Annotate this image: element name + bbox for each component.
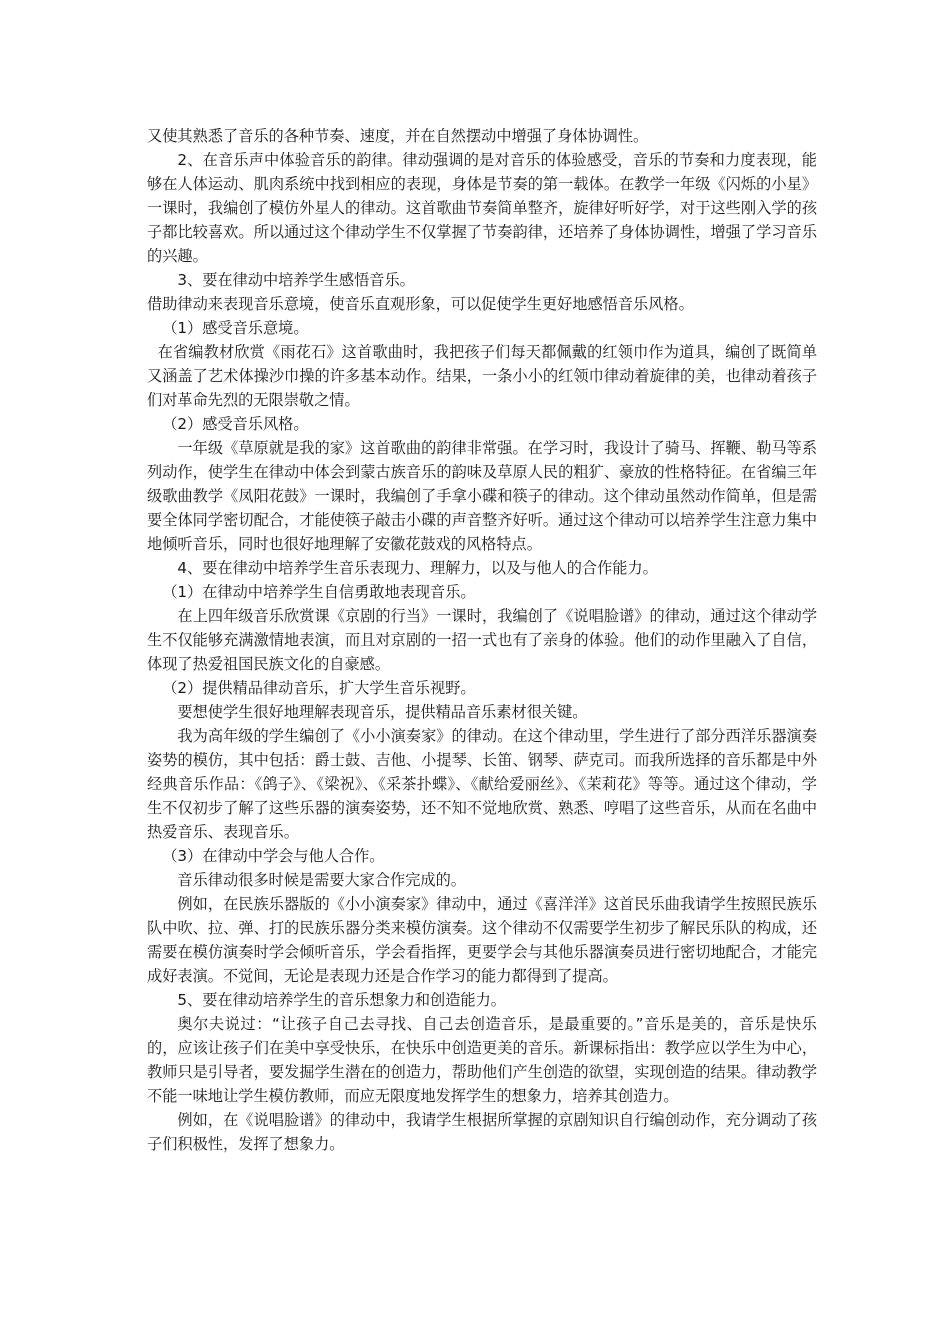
paragraph: 要想使学生很好地理解表现音乐，提供精品音乐素材很关键。: [177, 703, 588, 721]
document-body: [147, 124, 817, 1156]
subsection-heading: （2）提供精品律动音乐，扩大学生音乐视野。: [162, 679, 476, 697]
paragraph: 例如，在《说唱脸谱》的律动中，我请学生根据所掌握的京剧知识自行编创动作，充分调动了孩子们积极性，发挥了想象力。: [147, 1111, 817, 1153]
subsection-heading: （3）在律动中学会与他人合作。: [162, 847, 385, 865]
paragraph: 我为高年级的学生编创了《小小演奏家》的律动。在这个律动里，学生进行了部分西洋乐器演奏姿势的模仿，其中包括：爵士鼓、吉他、小提琴、长笛、钢琴、萨克司。而我所选择的音乐都是中外经典音乐作品：《鸽子》、《梁祝》、《采茶扑蝶》、《献给爱丽丝》、《茉莉花》等等。通过这个律动，学生不仅初步了解了这些乐器的演奏姿势，还不知不觉地欣赏、熟悉、哼唱了这些音乐，从而在名曲中热爱音乐、表现音乐。: [147, 727, 817, 841]
subsection-heading: （1）在律动中培养学生自信勇敢地表现音乐。: [162, 583, 476, 601]
paragraph: 奥尔夫说过：“让孩子自己去寻找、自己去创造音乐，是最重要的。”音乐是美的，音乐是快乐的，应该让孩子们在美中享受快乐，在快乐中创造更美的音乐。新课标指出：教学应以学生为中心，教师只是引导者，要发掘学生潜在的创造力，帮助他们产生创造的欲望，实现创造的结果。律动教学不能一味地让学生模仿教师，而应无限度地发挥学生的想象力，培养其创造力。: [147, 1015, 817, 1105]
paragraph: 2、在音乐声中体验音乐的韵律。律动强调的是对音乐的体验感受，音乐的节奏和力度表现，能够在人体运动、肌肉系统中找到相应的表现，身体是节奏的第一载体。在教学一年级《闪烁的小星》一课时，我编创了模仿外星人的律动。这首歌曲节奏简单整齐，旋律好听好学，对于这些刚入学的孩子都比较喜欢。所以通过这个律动学生不仅掌握了节奏韵律，还培养了身体协调性，增强了学习音乐的兴趣。: [147, 151, 817, 265]
paragraph: 在上四年级音乐欣赏课《京剧的行当》一课时，我编创了《说唱脸谱》的律动，通过这个律动学生不仅能够充满激情地表演，而且对京剧的一招一式也有了亲身的体验。他们的动作里融入了自信，体现了热爱祖国民族文化的自豪感。: [147, 607, 817, 673]
section-heading: 3、要在律动中培养学生感悟音乐。: [177, 271, 415, 289]
paragraph: 例如，在民族乐器版的《小小演奏家》律动中，通过《喜洋洋》这首民乐曲我请学生按照民族乐队中吹、拉、弹、打的民族乐器分类来模仿演奏。这个律动不仅需要学生初步了解民乐队的构成，还需要在模仿演奏时学会倾听音乐，学会看指挥，更要学会与其他乐器演奏员进行密切地配合，才能完成好表演。不觉间，无论是表现力还是合作学习的能力都得到了提高。: [147, 895, 817, 985]
paragraph: 又使其熟悉了音乐的各种节奏、速度，并在自然摆动中增强了身体协调性。: [147, 127, 649, 145]
paragraph: 在省编教材欣赏《雨花石》这首歌曲时，我把孩子们每天都佩戴的红领巾作为道具，编创了既简单又涵盖了艺术体操沙巾操的许多基本动作。结果，一条小小的红领巾律动着旋律的美，也律动着孩子们对革命先烈的无限崇敬之情。: [147, 343, 817, 409]
paragraph: 借助律动来表现音乐意境，使音乐直观形象，可以促使学生更好地感悟音乐风格。: [147, 295, 694, 313]
section-heading: 5、要在律动培养学生的音乐想象力和创造能力。: [177, 991, 506, 1009]
subsection-heading: （2）感受音乐风格。: [162, 415, 309, 433]
section-heading: 4、要在律动中培养学生音乐表现力、理解力，以及与他人的合作能力。: [177, 559, 658, 577]
paragraph: 音乐律动很多时候是需要大家合作完成的。: [177, 871, 466, 889]
subsection-heading: （1）感受音乐意境。: [162, 319, 309, 337]
paragraph: 一年级《草原就是我的家》这首歌曲的韵律非常强。在学习时，我设计了骑马、挥鞭、勒马等系列动作，使学生在律动中体会到蒙古族音乐的韵味及草原人民的粗犷、豪放的性格特征。在省编三年级歌曲教学《凤阳花鼓》一课时，我编创了手拿小碟和筷子的律动。这个律动虽然动作简单，但是需要全体同学密切配合，才能使筷子敲击小碟的声音整齐好听。通过这个律动可以培养学生注意力集中地倾听音乐，同时也很好地理解了安徽花鼓戏的风格特点。: [147, 439, 817, 553]
